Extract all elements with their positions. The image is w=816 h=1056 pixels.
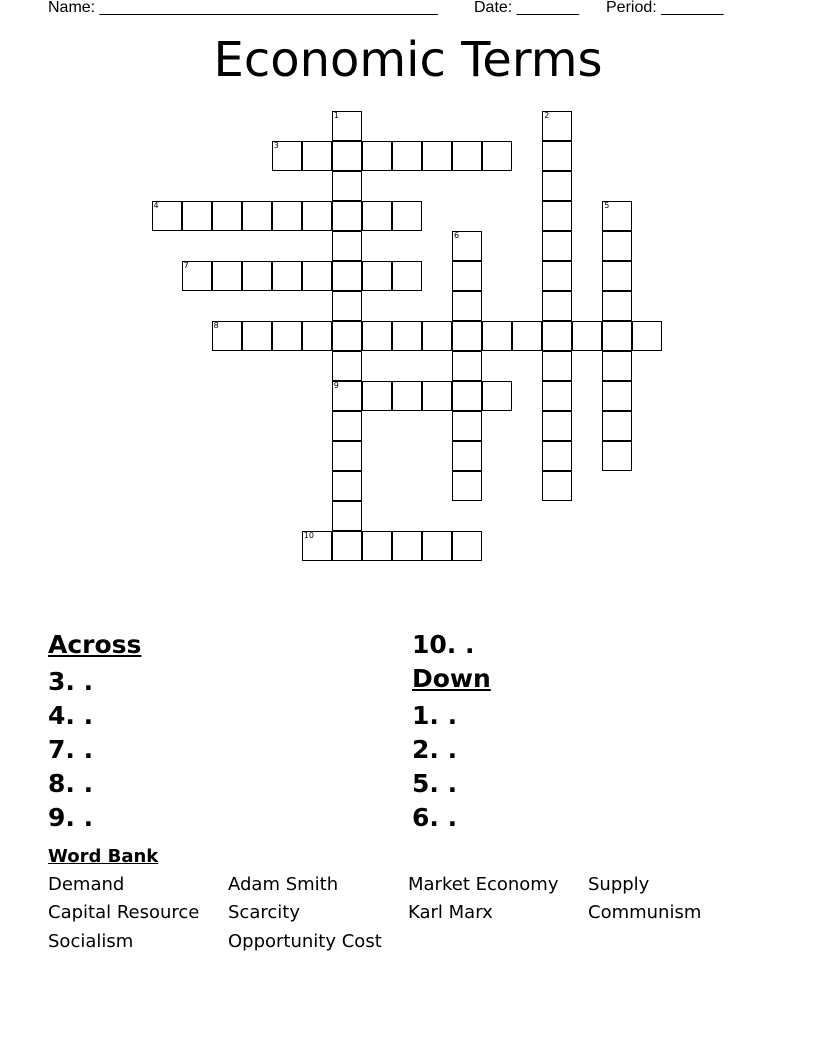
crossword-cell[interactable] xyxy=(452,531,482,561)
word-bank-item: Adam Smith xyxy=(228,874,339,895)
crossword-cell[interactable] xyxy=(512,321,542,351)
crossword-cell[interactable] xyxy=(392,531,422,561)
clue-number-label: 10 xyxy=(303,531,314,541)
word-bank-item: Demand xyxy=(48,874,125,895)
crossword-cell[interactable] xyxy=(482,381,512,411)
crossword-cell[interactable] xyxy=(542,351,572,381)
word-bank-item: Capital Resource xyxy=(48,902,200,923)
crossword-cell[interactable] xyxy=(332,141,362,171)
crossword-cell[interactable] xyxy=(452,291,482,321)
across-clue-7: 7. . xyxy=(48,735,94,764)
crossword-cell[interactable] xyxy=(422,141,452,171)
crossword-cell[interactable] xyxy=(362,261,392,291)
word-bank-item: Karl Marx xyxy=(408,902,493,923)
crossword-cell[interactable] xyxy=(272,201,302,231)
crossword-cell[interactable] xyxy=(302,141,332,171)
crossword-cell[interactable] xyxy=(332,201,362,231)
crossword-cell[interactable] xyxy=(542,261,572,291)
down-clue-6: 6. . xyxy=(412,803,458,832)
crossword-cell[interactable] xyxy=(572,321,602,351)
crossword-cell[interactable] xyxy=(602,351,632,381)
crossword-cell[interactable] xyxy=(362,201,392,231)
crossword-cell[interactable] xyxy=(272,261,302,291)
crossword-cell[interactable] xyxy=(272,141,302,171)
crossword-cell[interactable] xyxy=(332,291,362,321)
across-heading: Across xyxy=(48,630,142,659)
crossword-cell[interactable] xyxy=(332,111,362,141)
name-field[interactable]: Name: ______________________________________ xyxy=(48,0,438,16)
crossword-cell[interactable] xyxy=(302,321,332,351)
crossword-cell[interactable] xyxy=(242,261,272,291)
word-bank-item: Supply xyxy=(588,874,650,895)
crossword-cell[interactable] xyxy=(392,141,422,171)
crossword-cell[interactable] xyxy=(362,321,392,351)
crossword-cell[interactable] xyxy=(392,201,422,231)
crossword-cell[interactable] xyxy=(452,351,482,381)
crossword-cell[interactable] xyxy=(332,321,362,351)
crossword-cell[interactable] xyxy=(602,201,632,231)
crossword-cell[interactable] xyxy=(242,201,272,231)
clue-number-label: 9 xyxy=(333,380,339,390)
crossword-cell[interactable] xyxy=(452,471,482,501)
crossword-cell[interactable] xyxy=(542,411,572,441)
clue-number-label: 7 xyxy=(183,260,189,270)
crossword-cell[interactable] xyxy=(332,411,362,441)
crossword-cell[interactable] xyxy=(452,231,482,261)
clue-number-label: 5 xyxy=(604,200,610,210)
clue-number-label: 2 xyxy=(544,110,550,120)
crossword-cell[interactable] xyxy=(542,231,572,261)
crossword-cell[interactable] xyxy=(632,321,662,351)
crossword-cell[interactable] xyxy=(602,381,632,411)
crossword-cell[interactable] xyxy=(392,321,422,351)
crossword-cell[interactable] xyxy=(542,471,572,501)
crossword-cell[interactable] xyxy=(452,411,482,441)
crossword-cell[interactable] xyxy=(482,141,512,171)
across-clue-9: 9. . xyxy=(48,803,94,832)
page-title: Economic Terms xyxy=(213,32,603,88)
crossword-cell[interactable] xyxy=(392,381,422,411)
word-bank-item: Opportunity Cost xyxy=(228,931,382,952)
down-clue-1: 1. . xyxy=(412,701,458,730)
across-clue-4: 4. . xyxy=(48,701,94,730)
clue-number-label: 4 xyxy=(153,200,159,210)
crossword-cell[interactable] xyxy=(182,201,212,231)
crossword-cell[interactable] xyxy=(452,381,482,411)
crossword-cell[interactable] xyxy=(182,261,212,291)
crossword-cell[interactable] xyxy=(332,501,362,531)
clue-number-label: 3 xyxy=(273,140,279,150)
crossword-cell[interactable] xyxy=(332,441,362,471)
across-clue-10: 10. . xyxy=(412,630,475,659)
down-heading: Down xyxy=(412,664,491,693)
word-bank-title: Word Bank xyxy=(48,846,159,867)
word-bank-item: Scarcity xyxy=(228,902,300,923)
crossword-cell[interactable] xyxy=(542,441,572,471)
crossword-cell[interactable] xyxy=(362,531,392,561)
crossword-cell[interactable] xyxy=(272,321,302,351)
word-bank-item: Market Economy xyxy=(408,874,559,895)
crossword-cell[interactable] xyxy=(452,441,482,471)
crossword-cell[interactable] xyxy=(362,381,392,411)
crossword-cell[interactable] xyxy=(302,261,332,291)
crossword-cell[interactable] xyxy=(332,351,362,381)
crossword-cell[interactable] xyxy=(332,261,362,291)
crossword-cell[interactable] xyxy=(542,291,572,321)
down-clue-2: 2. . xyxy=(412,735,458,764)
crossword-cell[interactable] xyxy=(542,141,572,171)
clue-number-label: 1 xyxy=(333,110,339,120)
crossword-cell[interactable] xyxy=(602,321,632,351)
crossword-cell[interactable] xyxy=(242,321,272,351)
crossword-cell[interactable] xyxy=(332,531,362,561)
crossword-cell[interactable] xyxy=(542,111,572,141)
crossword-cell[interactable] xyxy=(212,201,242,231)
crossword-cell[interactable] xyxy=(392,261,422,291)
crossword-cell[interactable] xyxy=(602,291,632,321)
crossword-cell[interactable] xyxy=(542,201,572,231)
crossword-cell[interactable] xyxy=(452,321,482,351)
crossword-cell[interactable] xyxy=(452,261,482,291)
crossword-cell[interactable] xyxy=(302,201,332,231)
crossword-cell[interactable] xyxy=(332,381,362,411)
crossword-cell[interactable] xyxy=(602,231,632,261)
crossword-cell[interactable] xyxy=(212,321,242,351)
crossword-cell[interactable] xyxy=(602,261,632,291)
crossword-cell[interactable] xyxy=(542,321,572,351)
across-clue-8: 8. . xyxy=(48,769,94,798)
crossword-cell[interactable] xyxy=(302,531,332,561)
crossword-cell[interactable] xyxy=(362,141,392,171)
word-bank-item: Communism xyxy=(588,902,702,923)
crossword-cell[interactable] xyxy=(542,171,572,201)
crossword-cell[interactable] xyxy=(332,471,362,501)
clue-number-label: 6 xyxy=(454,230,460,240)
crossword-cell[interactable] xyxy=(542,381,572,411)
crossword-cell[interactable] xyxy=(602,441,632,471)
across-clue-3: 3. . xyxy=(48,667,94,696)
date-field[interactable]: Date: _______ xyxy=(474,0,579,16)
crossword-cell[interactable] xyxy=(602,411,632,441)
crossword-cell[interactable] xyxy=(482,321,512,351)
clue-number-label: 8 xyxy=(213,320,219,330)
crossword-cell[interactable] xyxy=(152,201,182,231)
crossword-cell[interactable] xyxy=(452,141,482,171)
crossword-cell[interactable] xyxy=(332,231,362,261)
crossword-cell[interactable] xyxy=(422,381,452,411)
period-field[interactable]: Period: _______ xyxy=(606,0,724,16)
crossword-cell[interactable] xyxy=(422,531,452,561)
crossword-cell[interactable] xyxy=(332,171,362,201)
word-bank-item: Socialism xyxy=(48,931,134,952)
down-clue-5: 5. . xyxy=(412,769,458,798)
crossword-cell[interactable] xyxy=(212,261,242,291)
crossword-cell[interactable] xyxy=(422,321,452,351)
